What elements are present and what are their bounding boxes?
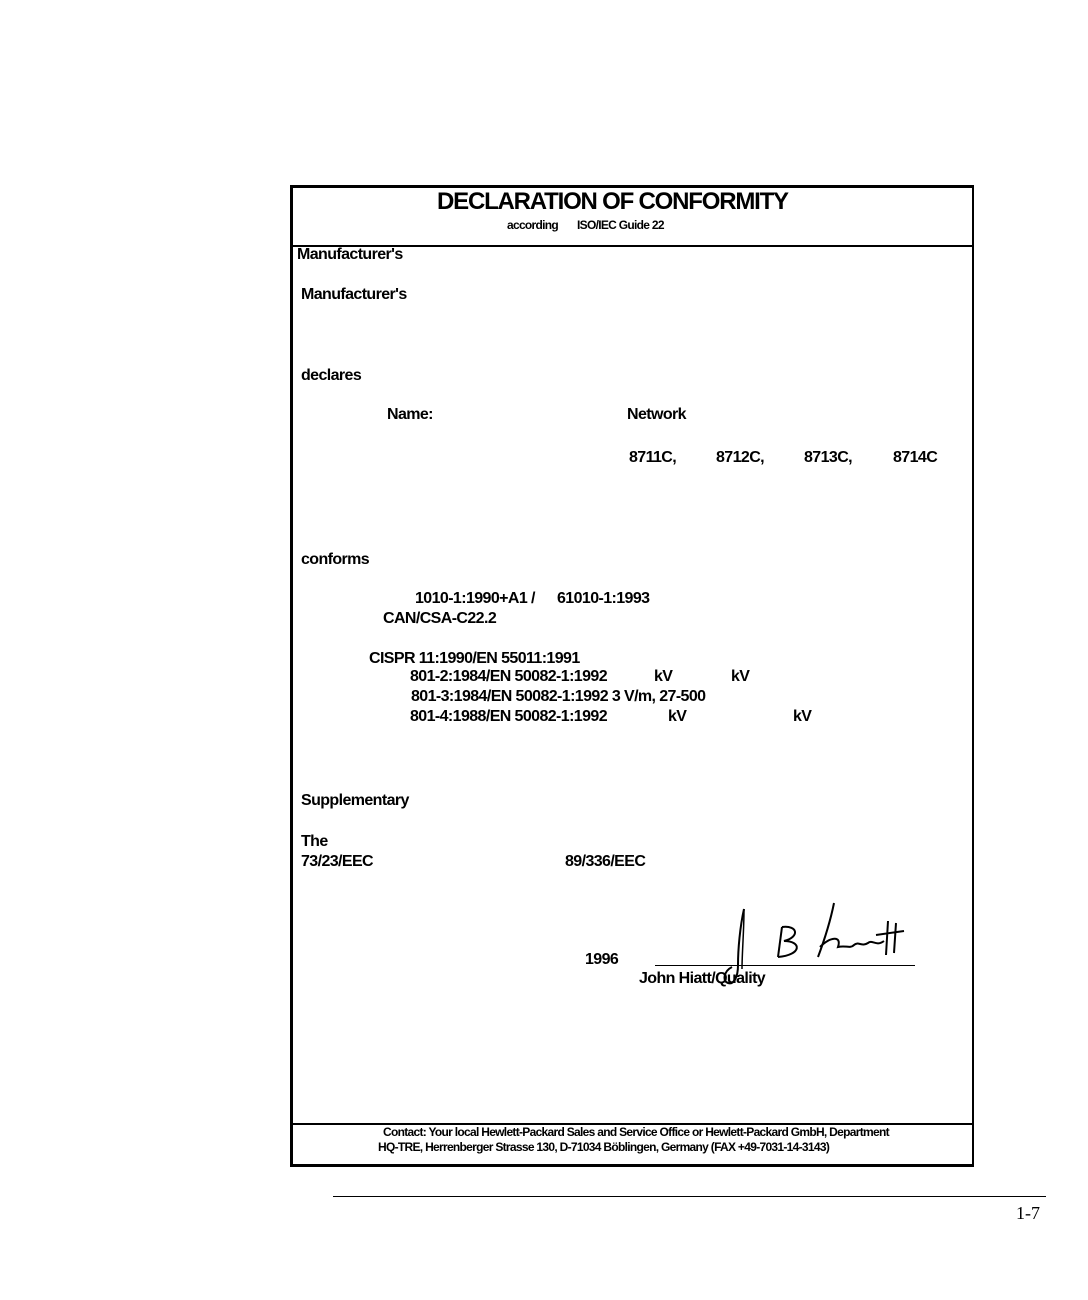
emc-standard: CISPR 11:1990/EN 55011:1991 (369, 650, 580, 667)
page-footer-rule (333, 1196, 1046, 1197)
document-title: DECLARATION OF CONFORMITY (437, 188, 788, 215)
supplementary-label: Supplementary (301, 792, 409, 809)
model-number: 8711C, (629, 449, 677, 466)
contact-line-2: HQ-TRE, Herrenberger Strasse 130, D-71034 Böblingen, Germany (FAX +49-7031-14-3143) (378, 1140, 830, 1154)
safety-standard: 1010-1:1990+A1 / (415, 590, 535, 607)
signer-name: John Hiatt/Quality (639, 970, 766, 987)
emc-unit: kV (793, 708, 812, 725)
safety-standard: CAN/CSA-C22.2 (383, 610, 497, 627)
emc-standard: 801-4:1988/EN 50082-1:1992 (410, 708, 608, 725)
model-number: 8713C, (804, 449, 852, 466)
emc-unit: kV (654, 668, 673, 685)
directive-low-voltage: 73/23/EEC (301, 853, 373, 870)
conforms-label: conforms (301, 551, 370, 568)
product-name-value: Network (627, 406, 686, 423)
guide-reference: ISO/IEC Guide 22 (577, 218, 664, 232)
page-number: 1-7 (1016, 1203, 1040, 1223)
model-number: 8712C, (716, 449, 764, 466)
signature-year: 1996 (585, 951, 619, 968)
emc-standard: 801-3:1984/EN 50082-1:1992 3 V/m, 27-500 (411, 688, 706, 705)
manufacturer-address-label: Manufacturer's (301, 286, 407, 303)
directive-emc: 89/336/EEC (565, 853, 646, 870)
safety-standard: 61010-1:1993 (557, 590, 650, 607)
declaration-frame (290, 185, 974, 1167)
according-text: according (507, 218, 559, 232)
model-number: 8714C (893, 449, 938, 466)
declares-label: declares (301, 367, 362, 384)
emc-standard: 801-2:1984/EN 50082-1:1992 (410, 668, 608, 685)
manufacturer-name-label: Manufacturer's (297, 246, 403, 263)
contact-line-1: Contact: Your local Hewlett-Packard Sales and Service Office or Hewlett-Packard GmbH, Department (383, 1125, 889, 1139)
supplementary-the: The (301, 833, 328, 850)
emc-unit: kV (668, 708, 687, 725)
emc-unit: kV (731, 668, 750, 685)
product-name-label: Name: (387, 406, 433, 423)
